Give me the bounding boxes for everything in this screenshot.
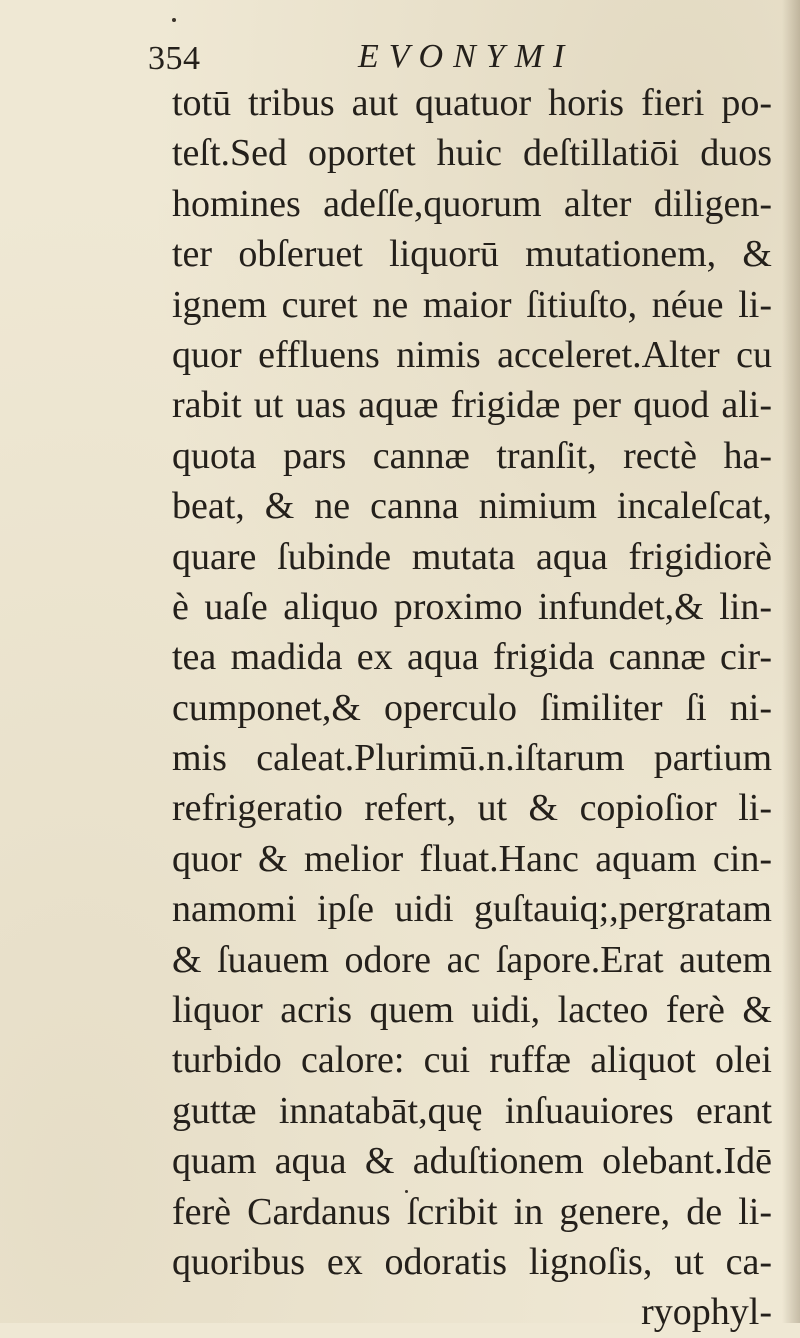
text-line: totū tribus aut quatuor horis fieri po-	[172, 82, 772, 124]
text-line: & ſuauem odore ac ſapore.Erat autem	[172, 938, 772, 981]
text-line: quare ſubinde mutata aqua frigidiorè	[172, 535, 772, 578]
text-line: quor effluens nimis acceleret.Alter cu	[172, 333, 772, 376]
text-line: guttæ innatabāt,quę inſuauiores erant	[172, 1089, 772, 1132]
body-text	[172, 78, 772, 1338]
text-line: namomi ipſe uidi guſtauiq;,pergratam	[172, 888, 772, 931]
text-line: liquor acris quem uidi, lacteo ferè &	[172, 989, 772, 1032]
ink-speck	[172, 18, 176, 22]
text-line: è uaſe aliquo proximo infundet,& lin-	[172, 585, 772, 628]
text-line: beat, & ne canna nimium incaleſcat,	[172, 485, 772, 528]
text-line: tea madida ex aqua frigida cannæ cir-	[172, 636, 772, 679]
page-number: 354	[148, 40, 201, 77]
text-line: refrigeratio refert, ut & copioſior li-	[172, 787, 772, 830]
text-line: homines adeſſe,quorum alter diligen-	[172, 182, 772, 225]
text-line: cumponet,& operculo ſimiliter ſi ni-	[172, 686, 772, 729]
text-line: quor & melior fluat.Hanc aquam cin-	[172, 837, 772, 880]
text-line: ignem curet ne maior ſitiuſto, néue li-	[172, 283, 772, 326]
catchword: ryophyl-	[641, 1291, 772, 1334]
text-line: quoribus ex odoratis lignoſis, ut ca-	[172, 1240, 772, 1283]
text-line: ferè Cardanus ſcribit in genere, de li-	[172, 1190, 772, 1233]
page-edge-shadow	[782, 0, 800, 1323]
text-line: teſt.Sed oportet huic deſtillatiōi duos	[172, 132, 772, 175]
text-line: mis caleat.Plurimū.n.iſtarum partium	[172, 737, 772, 780]
text-line: quota pars cannæ tranſit, rectè ha-	[172, 434, 772, 477]
text-line: ter obſeruet liquorū mutationem, &	[172, 233, 772, 276]
running-title: EVONYMI	[358, 38, 575, 75]
text-line: turbido calore: cui ruffæ aliquot olei	[172, 1039, 772, 1082]
text-line: rabit ut uas aquæ frigidæ per quod ali-	[172, 384, 772, 427]
text-line: quam aqua & aduſtionem olebant.Idē	[172, 1140, 772, 1183]
page-header	[148, 34, 688, 82]
